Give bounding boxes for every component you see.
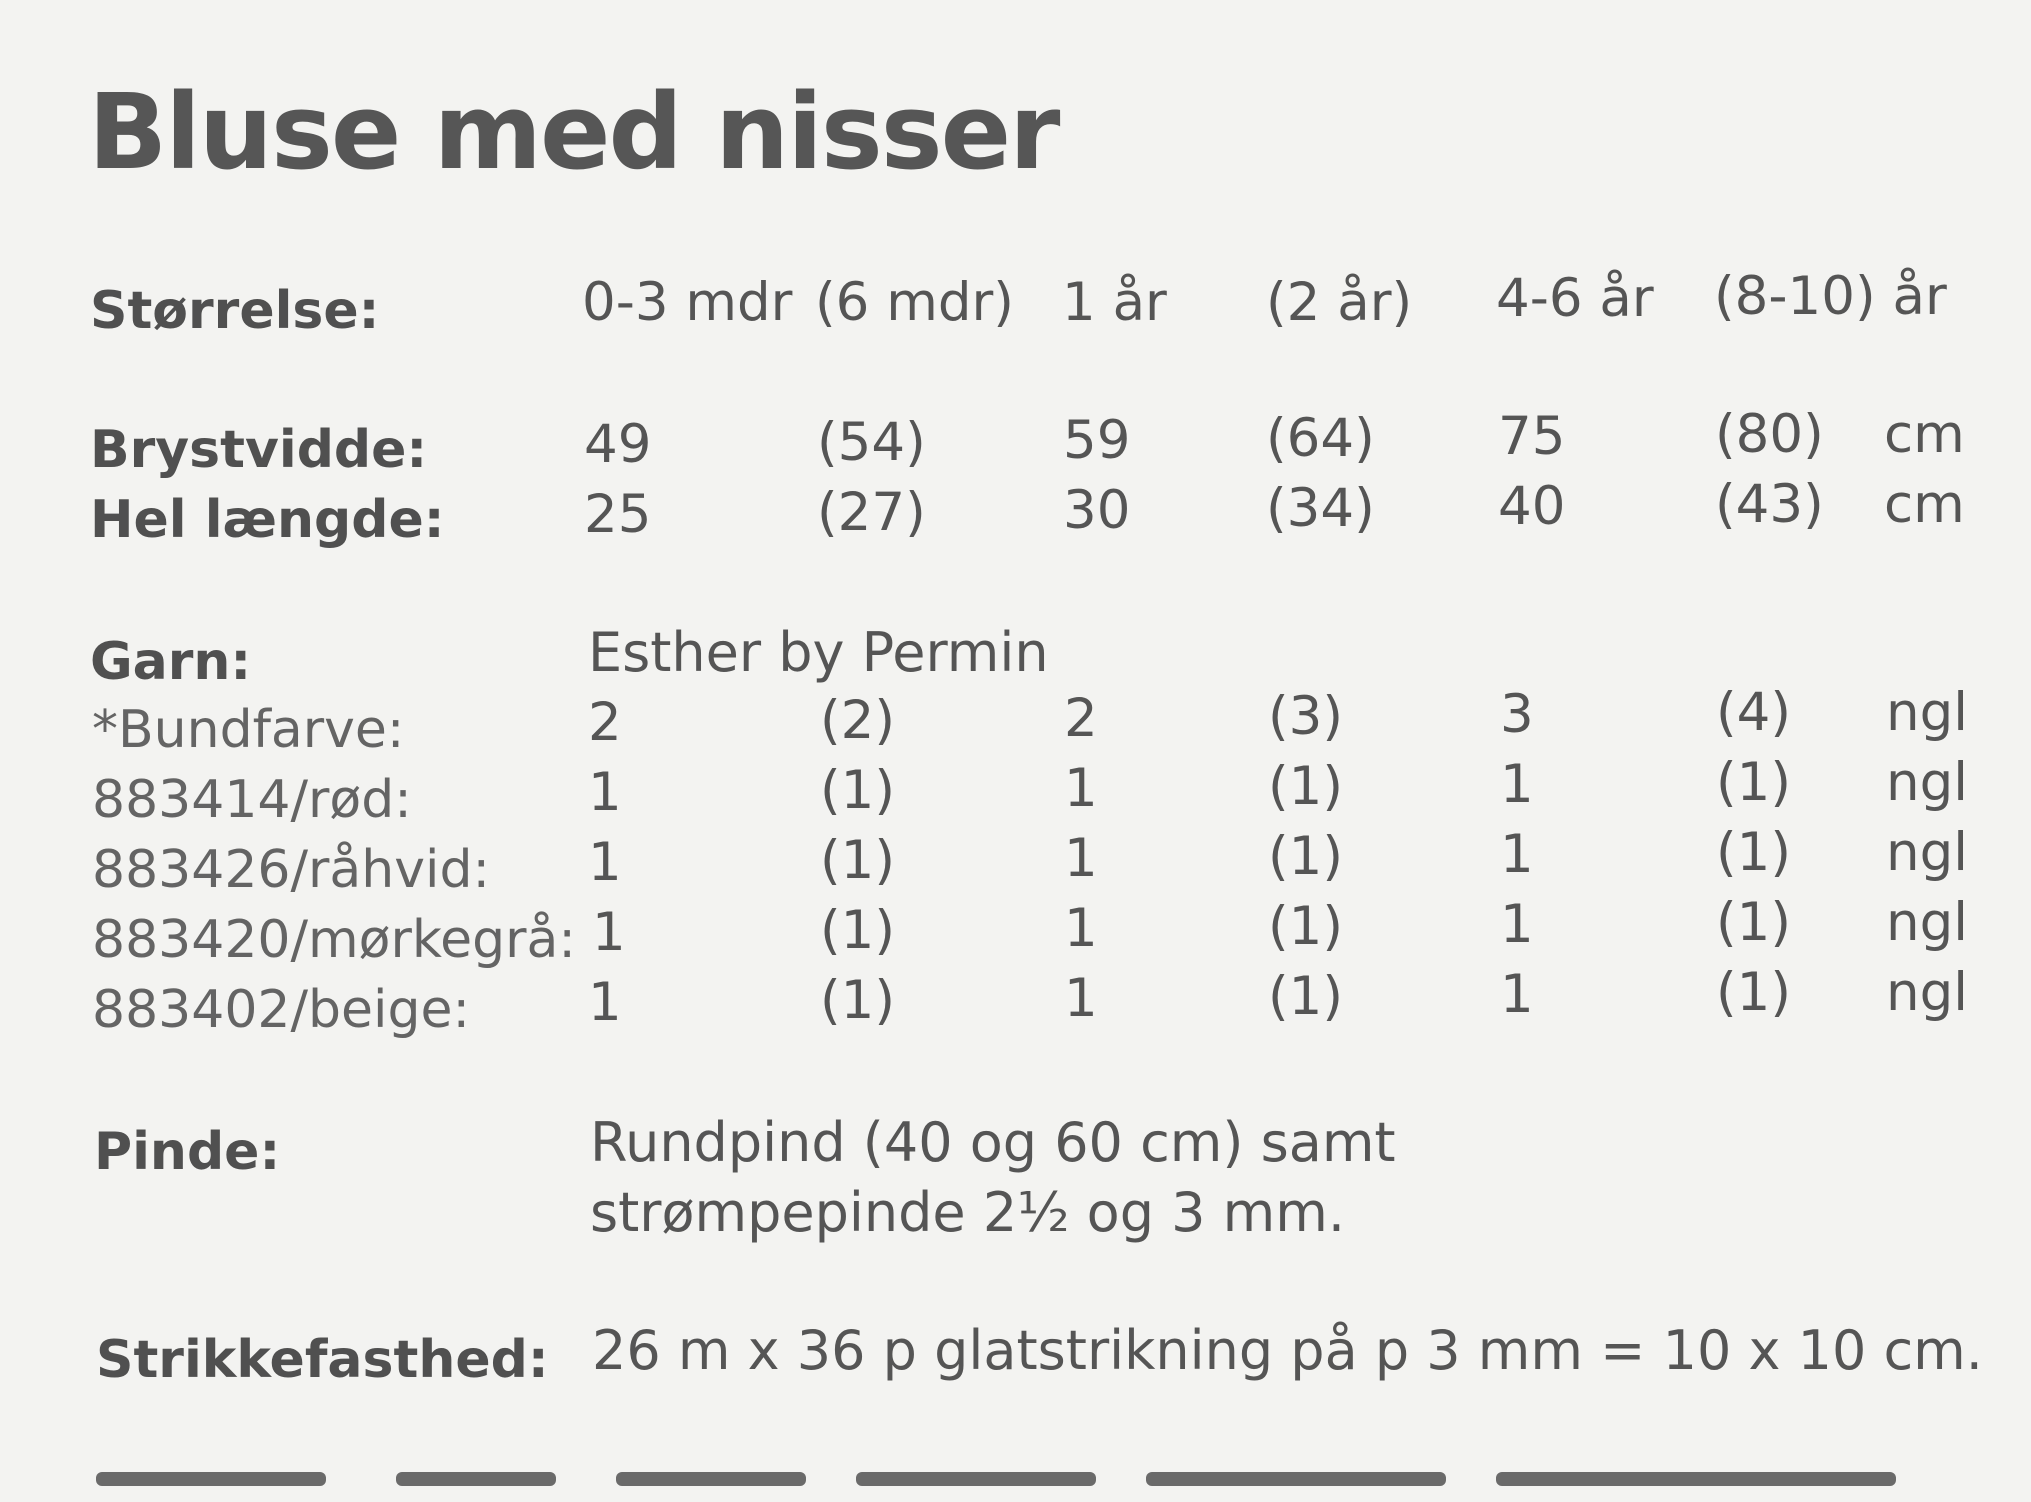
yarn-amount: 1 xyxy=(1500,754,1534,815)
yarn-amount: 2 xyxy=(1064,688,1098,749)
yarn-brand: Esther by Permin xyxy=(588,621,1049,684)
size-value: 1 år xyxy=(1062,272,1167,333)
sizes-label: Størrelse: xyxy=(90,281,380,341)
yarn-unit: ngl xyxy=(1886,822,1968,883)
yarn-color-label: 883402/beige: xyxy=(92,980,470,1040)
yarn-unit: ngl xyxy=(1886,892,1968,953)
measurement-unit: cm xyxy=(1884,474,1965,535)
chest-width-label: Brystvidde: xyxy=(90,420,428,480)
needles-label: Pinde: xyxy=(94,1122,281,1182)
measurement-value: 30 xyxy=(1063,480,1131,541)
needles-line-2: strømpepinde 2½ og 3 mm. xyxy=(590,1181,1346,1244)
measurement-unit: cm xyxy=(1884,404,1965,465)
yarn-amount: (1) xyxy=(820,900,896,961)
cropped-text-line xyxy=(96,1462,1896,1502)
yarn-amount: (1) xyxy=(1716,752,1792,813)
size-value: (6 mdr) xyxy=(815,272,1014,333)
needles-line-1: Rundpind (40 og 60 cm) samt xyxy=(590,1111,1396,1174)
yarn-amount: (1) xyxy=(820,970,896,1031)
yarn-amount: (1) xyxy=(1268,966,1344,1027)
measurement-value: 75 xyxy=(1498,406,1566,467)
measurement-value: (80) xyxy=(1715,404,1824,465)
yarn-unit: ngl xyxy=(1886,752,1968,813)
yarn-unit: ngl xyxy=(1886,682,1968,743)
size-value: 4-6 år xyxy=(1496,268,1654,329)
measurement-value: (34) xyxy=(1266,478,1375,539)
gauge-text: 26 m x 36 p glatstrikning på p 3 mm = 10 x 10 cm. xyxy=(592,1319,1983,1382)
yarn-amount: 1 xyxy=(1064,758,1098,819)
measurement-value: (43) xyxy=(1715,474,1824,535)
yarn-amount: (1) xyxy=(1268,826,1344,887)
size-value: (8-10) år xyxy=(1714,266,1947,327)
yarn-amount: (1) xyxy=(1716,892,1792,953)
size-value: 0-3 mdr xyxy=(582,272,793,333)
yarn-amount: (1) xyxy=(1716,822,1792,883)
yarn-label: Garn: xyxy=(90,632,252,692)
yarn-amount: (1) xyxy=(1268,896,1344,957)
yarn-amount: 1 xyxy=(1064,898,1098,959)
measurement-value: 25 xyxy=(584,484,652,545)
yarn-amount: 1 xyxy=(1500,964,1534,1025)
yarn-amount: 1 xyxy=(588,972,622,1033)
yarn-unit: ngl xyxy=(1886,962,1968,1023)
measurement-value: (54) xyxy=(817,412,926,473)
total-length-label: Hel længde: xyxy=(90,490,445,550)
yarn-amount: (1) xyxy=(820,830,896,891)
yarn-color-label: *Bundfarve: xyxy=(92,700,405,760)
measurement-value: (27) xyxy=(817,482,926,543)
page-title: Bluse med nisser xyxy=(88,71,1059,193)
yarn-amount: 3 xyxy=(1500,684,1534,745)
yarn-amount: 1 xyxy=(1500,894,1534,955)
yarn-amount: (4) xyxy=(1716,682,1792,743)
size-value: (2 år) xyxy=(1266,272,1413,333)
yarn-amount: 2 xyxy=(588,692,622,753)
yarn-amount: 1 xyxy=(1500,824,1534,885)
measurement-value: 40 xyxy=(1498,476,1566,537)
yarn-amount: (1) xyxy=(820,760,896,821)
yarn-amount: 1 xyxy=(592,902,626,963)
yarn-amount: 1 xyxy=(588,832,622,893)
measurement-value: 59 xyxy=(1063,410,1131,471)
yarn-amount: 1 xyxy=(1064,828,1098,889)
yarn-color-label: 883420/mørkegrå: xyxy=(92,910,576,970)
yarn-amount: (1) xyxy=(1268,756,1344,817)
yarn-amount: (3) xyxy=(1268,686,1344,747)
measurement-value: 49 xyxy=(584,414,652,475)
yarn-amount: 1 xyxy=(588,762,622,823)
gauge-label: Strikkefasthed: xyxy=(96,1330,549,1390)
yarn-color-label: 883414/rød: xyxy=(92,770,412,830)
yarn-amount: (2) xyxy=(820,690,896,751)
yarn-amount: (1) xyxy=(1716,962,1792,1023)
yarn-amount: 1 xyxy=(1064,968,1098,1029)
yarn-color-label: 883426/råhvid: xyxy=(92,840,490,900)
measurement-value: (64) xyxy=(1266,408,1375,469)
